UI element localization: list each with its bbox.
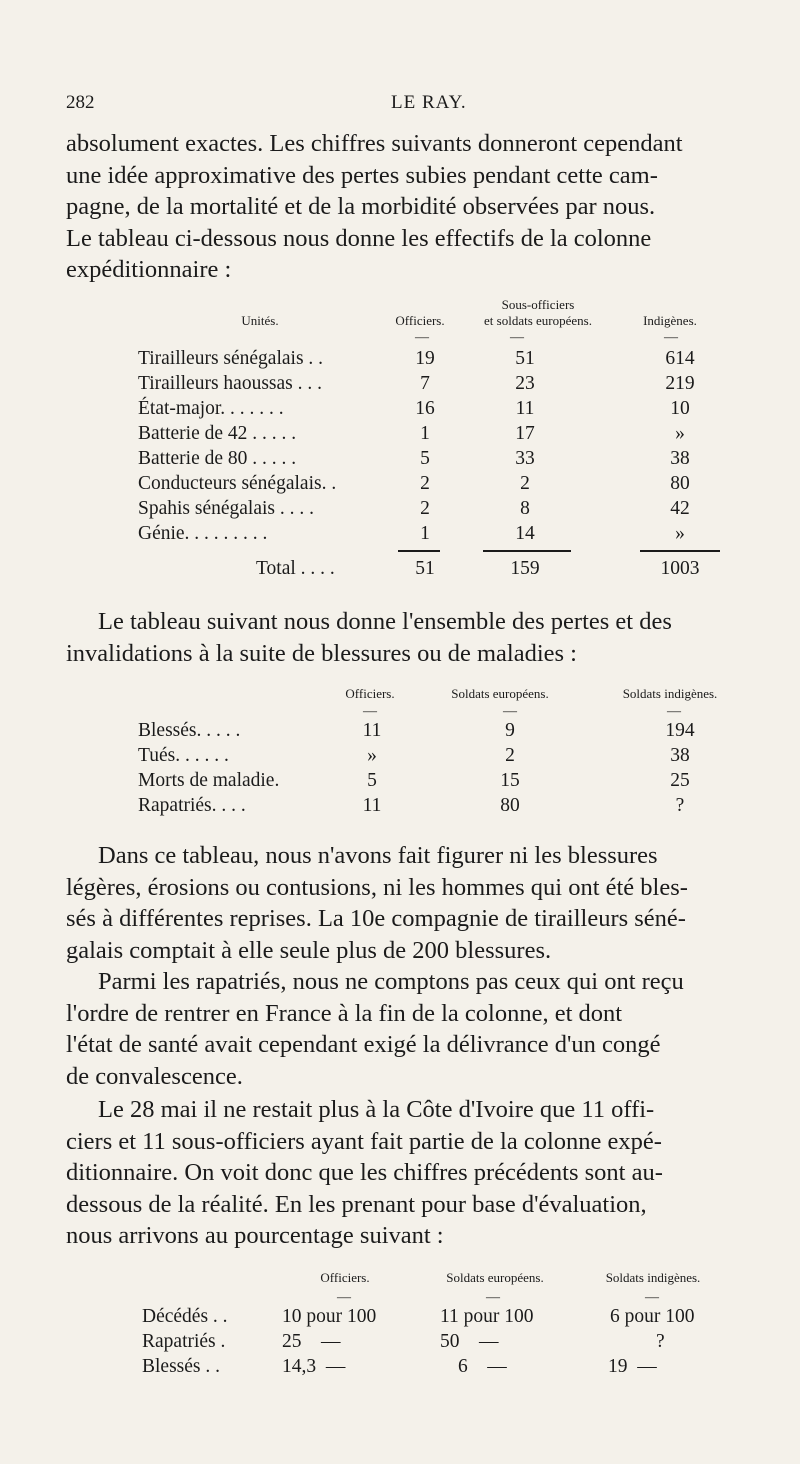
text-line: ciers et 11 sous-officiers ayant fait partie de la colonne expé- (66, 1127, 662, 1155)
cell-officiers: 19 (415, 348, 435, 369)
header-dash: — (363, 704, 377, 719)
text-line: Le 28 mai il ne restait plus à la Côte d'Ivoire que 11 offi- (98, 1096, 655, 1123)
cell-officiers: 5 (367, 770, 377, 791)
header-dash: — (664, 330, 678, 345)
header-dash: — (503, 704, 517, 719)
table-row (0, 498, 800, 522)
table-row (0, 423, 800, 447)
running-head: LE RAY. (391, 92, 467, 113)
cell-europeens: 80 (500, 795, 520, 816)
page-header (66, 92, 760, 122)
row-label: Conducteurs sénégalais. . (138, 473, 337, 494)
cell-officiers: 11 (362, 795, 382, 816)
table-row (0, 795, 800, 819)
row-label: Tirailleurs sénégalais . . (138, 348, 324, 369)
cell-europeens: 33 (515, 448, 535, 469)
header-dash: — (415, 330, 429, 345)
cell-officiers: 14,3 — (282, 1356, 346, 1377)
text-line: l'ordre de rentrer en France à la fin de la colonne, et dont (66, 999, 623, 1027)
cell-officiers: 2 (420, 498, 430, 519)
col-header-officiers: Officiers. (345, 686, 395, 701)
row-label: Tirailleurs haoussas . . . (138, 373, 322, 394)
table-row (0, 720, 800, 744)
total-row (0, 558, 800, 582)
row-label: Morts de maladie. (138, 770, 280, 791)
row-label: Rapatriés. . . . (138, 795, 246, 816)
row-label: Batterie de 80 . . . . . (138, 448, 297, 469)
table-row (0, 1356, 800, 1380)
row-label: État-major. . . . . . . (138, 398, 284, 419)
text-line: pagne, de la mortalité et de la morbidité observées par nous. (66, 193, 656, 220)
row-label: Blessés . . (142, 1356, 220, 1377)
cell-officiers: 5 (420, 448, 430, 469)
text-line: Parmi les rapatriés, nous ne comptons pas ceux qui ont reçu (98, 968, 684, 995)
cell-europeens: 2 (520, 473, 530, 494)
total-rule (483, 550, 571, 552)
cell-indigenes: 6 pour 100 (610, 1306, 695, 1327)
cell-indigenes: 194 (665, 720, 695, 741)
cell-officiers: 1 (420, 523, 430, 544)
total-indigenes: 1003 (660, 558, 700, 579)
header-dash: — (510, 330, 524, 345)
paragraph-3 (66, 840, 768, 966)
cell-indigenes: 38 (670, 745, 690, 766)
cell-europeens: 51 (515, 348, 535, 369)
total-rule (640, 550, 720, 552)
cell-europeens: 50 — (440, 1331, 499, 1352)
total-europeens: 159 (510, 558, 540, 579)
col-header-sousoff-bottom: et soldats européens. (484, 313, 592, 328)
cell-indigenes: 10 (670, 398, 690, 419)
table-row (0, 770, 800, 794)
text-line: Le tableau suivant nous donne l'ensemble des pertes et des (98, 608, 672, 635)
table-row (0, 473, 800, 497)
row-label: Rapatriés . (142, 1331, 226, 1352)
text-line: Dans ce tableau, nous n'avons fait figurer ni les blessures (98, 842, 658, 869)
cell-indigenes: ? (675, 795, 685, 816)
text-line: ditionnaire. On voit donc que les chiffres précédents sont au- (66, 1159, 663, 1186)
col-header-indigenes: Indigènes. (643, 313, 697, 328)
paragraph-1 (66, 128, 768, 286)
cell-europeens: 8 (520, 498, 530, 519)
cell-indigenes: 614 (665, 348, 695, 369)
cell-europeens: 23 (515, 373, 535, 394)
text-line: nous arrivons au pourcentage suivant : (66, 1222, 444, 1249)
text-line: l'état de santé avait cependant exigé la délivrance d'un congé (66, 1031, 661, 1058)
text-line: une idée approximative des pertes subies pendant cette cam- (66, 161, 658, 189)
row-label: Génie. . . . . . . . . (138, 523, 268, 544)
text-line: invalidations à la suite de blessures ou de maladies : (66, 639, 577, 667)
paragraph-5 (66, 1094, 768, 1252)
header-dash: — (486, 1290, 500, 1305)
cell-indigenes: 80 (670, 473, 690, 494)
cell-europeens: 11 (515, 398, 535, 419)
page-number: 282 (66, 92, 95, 113)
header-dash: — (337, 1290, 351, 1305)
table-row (0, 745, 800, 769)
cell-indigenes: ? (656, 1331, 665, 1352)
text-line: de convalescence. (66, 1062, 243, 1090)
text-line: légères, érosions ou contusions, ni les hommes qui ont été bles- (66, 873, 688, 901)
cell-officiers: 10 pour 100 (282, 1306, 377, 1327)
cell-officiers: » (367, 745, 377, 766)
cell-officiers: 2 (420, 473, 430, 494)
col-header-indigenes: Soldats indigènes. (622, 686, 718, 701)
total-label: Total . . . . (256, 558, 335, 579)
table-row (0, 348, 800, 372)
cell-europeens: 2 (505, 745, 515, 766)
cell-europeens: 15 (500, 770, 520, 791)
cell-europeens: 11 pour 100 (440, 1306, 534, 1327)
cell-indigenes: 219 (665, 373, 695, 394)
header-dash: — (667, 704, 681, 719)
table-row (0, 523, 800, 547)
total-officiers: 51 (415, 558, 435, 579)
total-rule (398, 550, 440, 552)
col-header-indigenes: Soldats indigènes. (605, 1270, 701, 1285)
col-header-europeens: Soldats européens. (446, 1270, 544, 1285)
cell-officiers: 25 — (282, 1331, 341, 1352)
cell-officiers: 11 (362, 720, 382, 741)
table-row (0, 398, 800, 422)
cell-europeens: 9 (505, 720, 515, 741)
cell-indigenes: 38 (670, 448, 690, 469)
header-dash: — (645, 1290, 659, 1305)
text-line: galais comptait à elle seule plus de 200 blessures. (66, 936, 552, 964)
table-row (0, 373, 800, 397)
text-line: Le tableau ci-dessous nous donne les effectifs de la colonne (66, 224, 652, 252)
cell-officiers: 1 (420, 423, 430, 444)
cell-indigenes: 25 (670, 770, 690, 791)
text-line: sés à différentes reprises. La 10e compagnie de tirailleurs séné- (66, 905, 686, 932)
col-header-unites: Unités. (241, 313, 279, 328)
text-line: absolument exactes. Les chiffres suivants donneront cependant (66, 130, 683, 157)
cell-europeens: 14 (515, 523, 535, 544)
paragraph-2 (66, 606, 768, 669)
text-line: dessous de la réalité. En les prenant pour base d'évaluation, (66, 1190, 647, 1218)
text-line: expéditionnaire : (66, 256, 232, 283)
col-header-officiers: Officiers. (320, 1270, 370, 1285)
cell-europeens: 17 (515, 423, 535, 444)
row-label: Tués. . . . . . (138, 745, 229, 766)
row-label: Spahis sénégalais . . . . (138, 498, 315, 519)
col-header-officiers: Officiers. (395, 313, 445, 328)
table-row (0, 1306, 800, 1330)
cell-indigenes: » (675, 523, 685, 544)
cell-officiers: 7 (420, 373, 430, 394)
row-label: Batterie de 42 . . . . . (138, 423, 297, 444)
cell-indigenes: 19 — (608, 1356, 657, 1377)
table-row (0, 448, 800, 472)
cell-europeens: 6 — (458, 1356, 507, 1377)
col-header-europeens: Soldats européens. (451, 686, 549, 701)
col-header-sousoff-top: Sous-officiers (501, 297, 575, 312)
row-label: Décédés . . (142, 1306, 228, 1327)
cell-indigenes: » (675, 423, 685, 444)
cell-indigenes: 42 (670, 498, 690, 519)
paragraph-4 (66, 966, 768, 1092)
table-row (0, 1331, 800, 1355)
row-label: Blessés. . . . . (138, 720, 241, 741)
cell-officiers: 16 (415, 398, 435, 419)
